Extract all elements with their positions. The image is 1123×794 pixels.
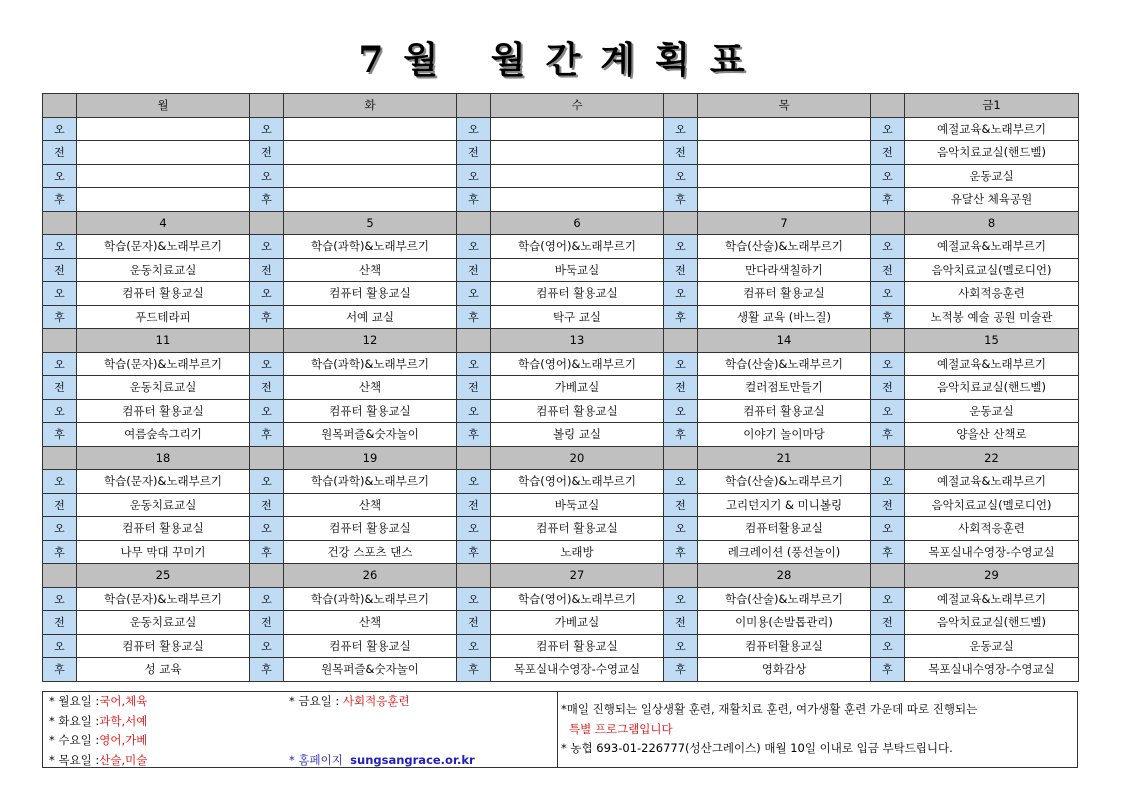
activity-cell bbox=[284, 141, 457, 165]
activity-cell: 운동교실 bbox=[905, 399, 1079, 423]
activity-cell bbox=[698, 164, 871, 188]
wednesday-note: * 수요일 :영어,가베 bbox=[49, 733, 148, 747]
period-label: 오 bbox=[457, 470, 491, 494]
notice-block bbox=[561, 700, 1071, 759]
activity-cell: 노적봉 예술 공원 미술관 bbox=[905, 305, 1079, 329]
date-header-cell: 21 bbox=[698, 446, 871, 470]
period-label: 전 bbox=[871, 376, 905, 400]
date-header-cell: 6 bbox=[491, 211, 664, 235]
week-header-row bbox=[43, 564, 1079, 588]
header-blank-cell bbox=[43, 446, 77, 470]
activity-row bbox=[43, 493, 1079, 517]
period-label: 후 bbox=[871, 540, 905, 564]
date-header-cell: 29 bbox=[905, 564, 1079, 588]
day-header-cell: 목 bbox=[698, 94, 871, 118]
header-blank-cell bbox=[250, 211, 284, 235]
activity-cell: 학습(문자)&노래부르기 bbox=[77, 470, 250, 494]
activity-cell: 컬러점토만들기 bbox=[698, 376, 871, 400]
activity-cell: 예절교육&노래부르기 bbox=[905, 587, 1079, 611]
activity-cell: 학습(문자)&노래부르기 bbox=[77, 352, 250, 376]
activity-cell: 탁구 교실 bbox=[491, 305, 664, 329]
activity-cell: 학습(과학)&노래부르기 bbox=[284, 587, 457, 611]
period-label: 후 bbox=[871, 305, 905, 329]
header-blank-cell bbox=[664, 329, 698, 353]
activity-cell bbox=[284, 117, 457, 141]
date-header-cell: 18 bbox=[77, 446, 250, 470]
period-label: 전 bbox=[457, 493, 491, 517]
date-header-cell: 13 bbox=[491, 329, 664, 353]
period-label: 전 bbox=[43, 141, 77, 165]
period-label: 오 bbox=[457, 634, 491, 658]
period-label: 오 bbox=[457, 282, 491, 306]
date-header-cell: 7 bbox=[698, 211, 871, 235]
week-header-row bbox=[43, 211, 1079, 235]
date-header-cell: 20 bbox=[491, 446, 664, 470]
activity-cell bbox=[491, 117, 664, 141]
activity-cell bbox=[491, 164, 664, 188]
activity-row bbox=[43, 352, 1079, 376]
week-header-row bbox=[43, 329, 1079, 353]
activity-cell: 학습(문자)&노래부르기 bbox=[77, 587, 250, 611]
day-header-cell: 금1 bbox=[905, 94, 1079, 118]
period-label: 오 bbox=[250, 352, 284, 376]
activity-row bbox=[43, 188, 1079, 212]
period-label: 후 bbox=[664, 188, 698, 212]
activity-cell: 학습(과학)&노래부르기 bbox=[284, 352, 457, 376]
activity-cell bbox=[77, 117, 250, 141]
period-label: 전 bbox=[871, 258, 905, 282]
header-blank-cell bbox=[457, 564, 491, 588]
activity-cell: 음악치료교실(핸드벨) bbox=[905, 376, 1079, 400]
activity-row bbox=[43, 164, 1079, 188]
period-label: 오 bbox=[664, 587, 698, 611]
period-label: 오 bbox=[250, 587, 284, 611]
activity-cell: 운동교실 bbox=[905, 634, 1079, 658]
activity-cell: 컴퓨터활용교실 bbox=[698, 634, 871, 658]
activity-cell bbox=[698, 188, 871, 212]
activity-cell: 학습(과학)&노래부르기 bbox=[284, 470, 457, 494]
activity-cell: 음악치료교실(핸드벨) bbox=[905, 141, 1079, 165]
activity-cell: 학습(영어)&노래부르기 bbox=[491, 470, 664, 494]
header-blank-cell bbox=[43, 329, 77, 353]
activity-cell bbox=[77, 188, 250, 212]
period-label: 오 bbox=[664, 282, 698, 306]
activity-row bbox=[43, 117, 1079, 141]
period-label: 오 bbox=[43, 352, 77, 376]
activity-cell: 컴퓨터 활용교실 bbox=[491, 517, 664, 541]
activity-cell: 푸드테라피 bbox=[77, 305, 250, 329]
page-title: 7월 월간계획표 bbox=[358, 39, 765, 81]
activity-cell: 학습(영어)&노래부르기 bbox=[491, 352, 664, 376]
period-label: 후 bbox=[664, 658, 698, 682]
period-label: 오 bbox=[43, 235, 77, 259]
date-header-cell: 15 bbox=[905, 329, 1079, 353]
period-label: 후 bbox=[871, 188, 905, 212]
period-label: 오 bbox=[250, 634, 284, 658]
period-label: 후 bbox=[43, 423, 77, 447]
thursday-note: * 목요일 :산술,미술 bbox=[49, 752, 148, 767]
header-blank-cell bbox=[871, 211, 905, 235]
period-label: 전 bbox=[250, 611, 284, 635]
period-label: 후 bbox=[43, 540, 77, 564]
activity-cell: 원목퍼즐&숫자놀이 bbox=[284, 423, 457, 447]
activity-cell: 나무 막대 꾸미기 bbox=[77, 540, 250, 564]
date-header-cell: 5 bbox=[284, 211, 457, 235]
period-label: 오 bbox=[871, 352, 905, 376]
period-label: 오 bbox=[664, 164, 698, 188]
period-label: 오 bbox=[457, 235, 491, 259]
period-label: 오 bbox=[43, 634, 77, 658]
period-label: 오 bbox=[871, 235, 905, 259]
header-blank-cell bbox=[664, 564, 698, 588]
activity-cell: 목포실내수영장-수영교실 bbox=[491, 658, 664, 682]
activity-cell: 산책 bbox=[284, 493, 457, 517]
week-header-row bbox=[43, 446, 1079, 470]
activity-cell: 양을산 산책로 bbox=[905, 423, 1079, 447]
activity-cell bbox=[491, 141, 664, 165]
period-label: 후 bbox=[457, 423, 491, 447]
activity-cell: 컴퓨터 활용교실 bbox=[284, 282, 457, 306]
period-label: 전 bbox=[664, 141, 698, 165]
header-blank-cell bbox=[43, 564, 77, 588]
week-header-row bbox=[43, 94, 1079, 118]
header-blank-cell bbox=[664, 211, 698, 235]
activity-cell: 가베교실 bbox=[491, 611, 664, 635]
date-header-cell: 26 bbox=[284, 564, 457, 588]
period-label: 오 bbox=[43, 282, 77, 306]
header-blank-cell bbox=[250, 94, 284, 118]
activity-row bbox=[43, 634, 1079, 658]
friday-homepage-notes bbox=[289, 692, 475, 770]
activity-cell: 이야기 놀이마당 bbox=[698, 423, 871, 447]
activity-cell: 학습(산술)&노래부르기 bbox=[698, 470, 871, 494]
activity-row bbox=[43, 305, 1079, 329]
activity-row bbox=[43, 517, 1079, 541]
activity-cell: 성 교육 bbox=[77, 658, 250, 682]
date-header-cell: 19 bbox=[284, 446, 457, 470]
activity-cell bbox=[491, 188, 664, 212]
header-blank-cell bbox=[871, 94, 905, 118]
period-label: 후 bbox=[250, 188, 284, 212]
activity-cell: 음악치료교실(멜로디언) bbox=[905, 493, 1079, 517]
activity-cell: 음악치료교실(핸드벨) bbox=[905, 611, 1079, 635]
period-label: 전 bbox=[871, 141, 905, 165]
activity-cell: 컴퓨터 활용교실 bbox=[284, 517, 457, 541]
activity-cell: 예절교육&노래부르기 bbox=[905, 235, 1079, 259]
period-label: 오 bbox=[664, 634, 698, 658]
header-blank-cell bbox=[871, 446, 905, 470]
header-blank-cell bbox=[250, 329, 284, 353]
period-label: 오 bbox=[871, 517, 905, 541]
activity-cell bbox=[284, 164, 457, 188]
activity-cell: 운동치료교실 bbox=[77, 611, 250, 635]
activity-cell: 컴퓨터 활용교실 bbox=[77, 634, 250, 658]
period-label: 전 bbox=[43, 376, 77, 400]
period-label: 오 bbox=[43, 517, 77, 541]
period-label: 전 bbox=[457, 376, 491, 400]
header-blank-cell bbox=[457, 211, 491, 235]
schedule-table bbox=[42, 93, 1079, 682]
period-label: 후 bbox=[43, 658, 77, 682]
activity-cell: 이미용(손발톱관리) bbox=[698, 611, 871, 635]
activity-cell bbox=[77, 164, 250, 188]
period-label: 전 bbox=[250, 376, 284, 400]
period-label: 전 bbox=[664, 611, 698, 635]
period-label: 후 bbox=[457, 305, 491, 329]
activity-cell: 학습(산술)&노래부르기 bbox=[698, 587, 871, 611]
period-label: 전 bbox=[871, 493, 905, 517]
activity-cell: 영화감상 bbox=[698, 658, 871, 682]
period-label: 오 bbox=[664, 352, 698, 376]
period-label: 전 bbox=[457, 611, 491, 635]
activity-cell: 컴퓨터 활용교실 bbox=[284, 634, 457, 658]
period-label: 오 bbox=[457, 164, 491, 188]
day-header-cell: 수 bbox=[491, 94, 664, 118]
activity-cell bbox=[698, 117, 871, 141]
activity-cell: 운동교실 bbox=[905, 164, 1079, 188]
tuesday-note: * 화요일 :과학,서예 bbox=[49, 713, 148, 728]
activity-cell: 목포실내수영장-수영교실 bbox=[905, 540, 1079, 564]
period-label: 오 bbox=[871, 399, 905, 423]
date-header-cell: 14 bbox=[698, 329, 871, 353]
notice-line-3: * 농협 693-01-226777(성산그레이스) 매월 10일 이내로 입금 부탁드립니다. bbox=[561, 741, 953, 755]
period-label: 후 bbox=[871, 423, 905, 447]
activity-row bbox=[43, 423, 1079, 447]
activity-cell: 운동치료교실 bbox=[77, 493, 250, 517]
period-label: 오 bbox=[871, 634, 905, 658]
period-label: 전 bbox=[664, 493, 698, 517]
header-blank-cell bbox=[43, 211, 77, 235]
date-header-cell: 8 bbox=[905, 211, 1079, 235]
activity-cell: 목포실내수영장-수영교실 bbox=[905, 658, 1079, 682]
activity-cell: 학습(영어)&노래부르기 bbox=[491, 235, 664, 259]
header-blank-cell bbox=[664, 94, 698, 118]
activity-row bbox=[43, 376, 1079, 400]
activity-cell: 컴퓨터 활용교실 bbox=[698, 399, 871, 423]
period-label: 오 bbox=[871, 282, 905, 306]
header-blank-cell bbox=[871, 329, 905, 353]
activity-cell: 컴퓨터 활용교실 bbox=[698, 282, 871, 306]
period-label: 오 bbox=[250, 470, 284, 494]
activity-cell: 볼링 교실 bbox=[491, 423, 664, 447]
activity-cell: 컴퓨터 활용교실 bbox=[77, 282, 250, 306]
activity-cell: 노래방 bbox=[491, 540, 664, 564]
period-label: 오 bbox=[457, 517, 491, 541]
period-label: 전 bbox=[664, 258, 698, 282]
activity-row bbox=[43, 235, 1079, 259]
date-header-cell: 28 bbox=[698, 564, 871, 588]
footer-divider bbox=[557, 692, 558, 767]
activity-row bbox=[43, 540, 1079, 564]
activity-row bbox=[43, 611, 1079, 635]
period-label: 후 bbox=[664, 423, 698, 447]
period-label: 오 bbox=[871, 117, 905, 141]
period-label: 후 bbox=[250, 423, 284, 447]
period-label: 전 bbox=[250, 493, 284, 517]
header-blank-cell bbox=[664, 446, 698, 470]
period-label: 후 bbox=[43, 188, 77, 212]
activity-cell: 컴퓨터 활용교실 bbox=[491, 282, 664, 306]
activity-cell: 만다라색칠하기 bbox=[698, 258, 871, 282]
header-blank-cell bbox=[871, 564, 905, 588]
period-label: 전 bbox=[250, 141, 284, 165]
activity-cell: 예절교육&노래부르기 bbox=[905, 470, 1079, 494]
period-label: 오 bbox=[664, 517, 698, 541]
activity-row bbox=[43, 141, 1079, 165]
period-label: 오 bbox=[250, 517, 284, 541]
period-label: 오 bbox=[43, 587, 77, 611]
activity-cell: 학습(과학)&노래부르기 bbox=[284, 235, 457, 259]
date-header-cell: 22 bbox=[905, 446, 1079, 470]
header-blank-cell bbox=[457, 94, 491, 118]
date-header-cell: 4 bbox=[77, 211, 250, 235]
activity-cell: 학습(문자)&노래부르기 bbox=[77, 235, 250, 259]
period-label: 오 bbox=[43, 470, 77, 494]
period-label: 전 bbox=[43, 493, 77, 517]
activity-cell: 학습(산술)&노래부르기 bbox=[698, 352, 871, 376]
period-label: 전 bbox=[457, 258, 491, 282]
activity-cell: 가베교실 bbox=[491, 376, 664, 400]
activity-row bbox=[43, 399, 1079, 423]
activity-cell: 사회적응훈련 bbox=[905, 517, 1079, 541]
activity-cell: 바둑교실 bbox=[491, 493, 664, 517]
date-header-cell: 25 bbox=[77, 564, 250, 588]
activity-cell: 산책 bbox=[284, 258, 457, 282]
period-label: 오 bbox=[457, 117, 491, 141]
activity-cell: 운동치료교실 bbox=[77, 376, 250, 400]
period-label: 오 bbox=[43, 117, 77, 141]
activity-row bbox=[43, 470, 1079, 494]
activity-cell: 산책 bbox=[284, 376, 457, 400]
period-label: 오 bbox=[250, 117, 284, 141]
period-label: 후 bbox=[250, 658, 284, 682]
period-label: 후 bbox=[457, 188, 491, 212]
activity-cell: 고리던지기 & 미니볼링 bbox=[698, 493, 871, 517]
activity-cell: 예절교육&노래부르기 bbox=[905, 352, 1079, 376]
activity-cell: 컴퓨터 활용교실 bbox=[77, 399, 250, 423]
period-label: 오 bbox=[664, 235, 698, 259]
period-label: 전 bbox=[43, 611, 77, 635]
activity-cell bbox=[698, 141, 871, 165]
activity-cell: 생활 교육 (바느질) bbox=[698, 305, 871, 329]
period-label: 오 bbox=[250, 164, 284, 188]
activity-cell: 사회적응훈련 bbox=[905, 282, 1079, 306]
activity-row bbox=[43, 658, 1079, 682]
activity-cell: 음악치료교실(멜로디언) bbox=[905, 258, 1079, 282]
period-label: 전 bbox=[457, 141, 491, 165]
header-blank-cell bbox=[43, 94, 77, 118]
homepage-note: * 홈페이지 sungsangrace.or.kr bbox=[289, 752, 475, 767]
period-label: 오 bbox=[43, 164, 77, 188]
date-header-cell: 11 bbox=[77, 329, 250, 353]
activity-cell bbox=[284, 188, 457, 212]
period-label: 오 bbox=[457, 352, 491, 376]
notice-line-1: *매일 진행되는 일상생활 훈련, 재활치료 훈련, 여가생활 훈련 가운데 따로 진행되는 bbox=[561, 702, 978, 716]
period-label: 오 bbox=[250, 235, 284, 259]
period-label: 오 bbox=[250, 282, 284, 306]
activity-cell: 운동치료교실 bbox=[77, 258, 250, 282]
activity-cell: 산책 bbox=[284, 611, 457, 635]
activity-cell: 바둑교실 bbox=[491, 258, 664, 282]
header-blank-cell bbox=[250, 446, 284, 470]
header-blank-cell bbox=[250, 564, 284, 588]
activity-cell: 건강 스포츠 댄스 bbox=[284, 540, 457, 564]
footer-notes bbox=[42, 691, 1078, 768]
activity-cell: 여름숲속그리기 bbox=[77, 423, 250, 447]
period-label: 오 bbox=[664, 399, 698, 423]
weekday-notes bbox=[49, 692, 147, 770]
period-label: 후 bbox=[664, 305, 698, 329]
period-label: 후 bbox=[457, 658, 491, 682]
day-header-cell: 월 bbox=[77, 94, 250, 118]
activity-cell: 유달산 체육공원 bbox=[905, 188, 1079, 212]
period-label: 오 bbox=[43, 399, 77, 423]
activity-row bbox=[43, 587, 1079, 611]
period-label: 후 bbox=[664, 540, 698, 564]
period-label: 후 bbox=[250, 305, 284, 329]
date-header-cell: 12 bbox=[284, 329, 457, 353]
period-label: 오 bbox=[457, 399, 491, 423]
activity-cell bbox=[77, 141, 250, 165]
notice-line-2: 특별 프로그램입니다 bbox=[569, 721, 673, 736]
header-blank-cell bbox=[457, 329, 491, 353]
homepage-link[interactable]: sungsangrace.or.kr bbox=[350, 752, 475, 767]
activity-cell: 컴퓨터 활용교실 bbox=[491, 634, 664, 658]
activity-cell: 컴퓨터활용교실 bbox=[698, 517, 871, 541]
activity-cell: 컴퓨터 활용교실 bbox=[491, 399, 664, 423]
friday-note: * 금요일 : 사회적응훈련 bbox=[289, 694, 410, 708]
activity-cell: 학습(영어)&노래부르기 bbox=[491, 587, 664, 611]
activity-row bbox=[43, 282, 1079, 306]
activity-cell: 학습(산술)&노래부르기 bbox=[698, 235, 871, 259]
day-header-cell: 화 bbox=[284, 94, 457, 118]
monday-note: * 월요일 :국어,체육 bbox=[49, 694, 148, 708]
period-label: 전 bbox=[664, 376, 698, 400]
period-label: 오 bbox=[250, 399, 284, 423]
period-label: 오 bbox=[871, 470, 905, 494]
period-label: 전 bbox=[43, 258, 77, 282]
period-label: 오 bbox=[871, 164, 905, 188]
period-label: 오 bbox=[664, 470, 698, 494]
activity-cell: 서예 교실 bbox=[284, 305, 457, 329]
header-blank-cell bbox=[457, 446, 491, 470]
activity-cell: 레크레이션 (풍선놀이) bbox=[698, 540, 871, 564]
period-label: 전 bbox=[871, 611, 905, 635]
period-label: 후 bbox=[250, 540, 284, 564]
period-label: 오 bbox=[457, 587, 491, 611]
activity-cell: 예절교육&노래부르기 bbox=[905, 117, 1079, 141]
activity-row bbox=[43, 258, 1079, 282]
period-label: 오 bbox=[871, 587, 905, 611]
period-label: 후 bbox=[871, 658, 905, 682]
period-label: 후 bbox=[457, 540, 491, 564]
period-label: 오 bbox=[664, 117, 698, 141]
activity-cell: 컴퓨터 활용교실 bbox=[77, 517, 250, 541]
period-label: 전 bbox=[250, 258, 284, 282]
date-header-cell: 27 bbox=[491, 564, 664, 588]
activity-cell: 컴퓨터 활용교실 bbox=[284, 399, 457, 423]
activity-cell: 원목퍼즐&숫자놀이 bbox=[284, 658, 457, 682]
period-label: 후 bbox=[43, 305, 77, 329]
